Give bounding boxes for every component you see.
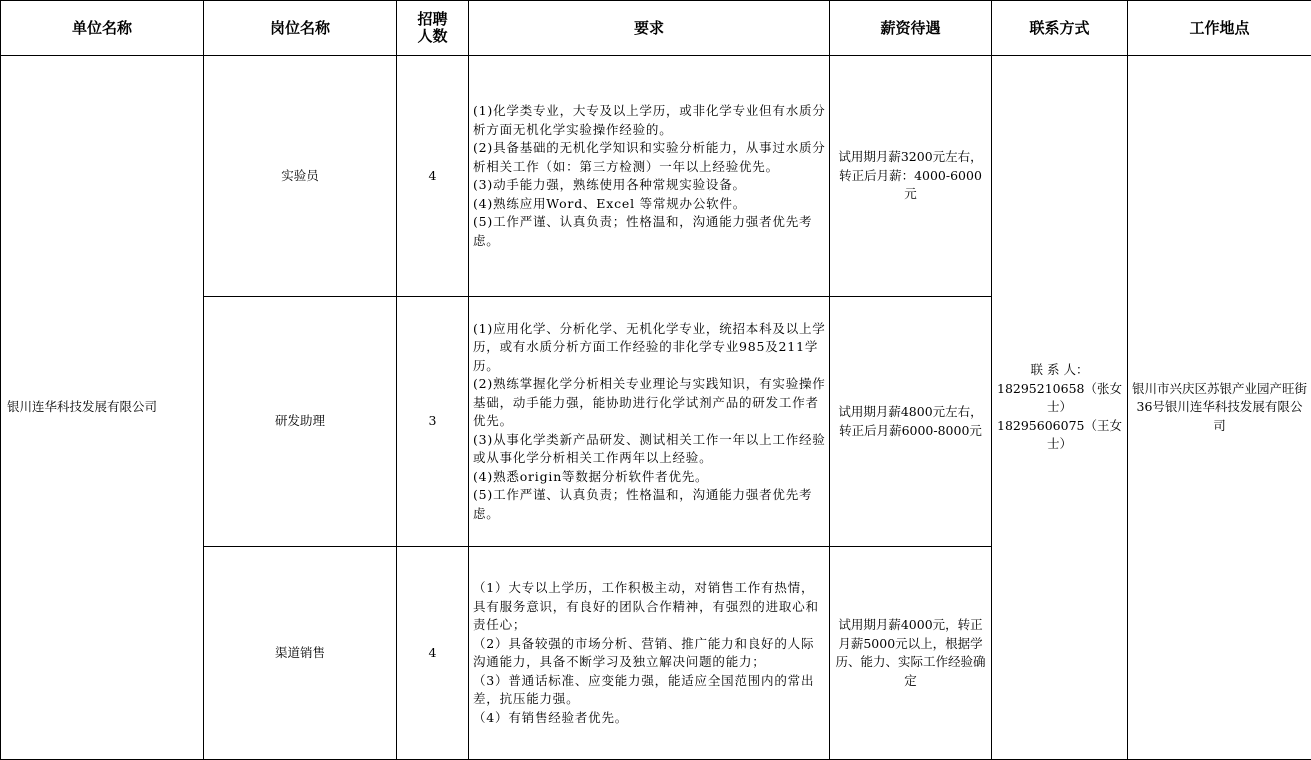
header-count-line1: 招聘	[417, 10, 448, 28]
hire-count: 3	[397, 297, 469, 547]
requirement-item: （1）大专以上学历，工作积极主动，对销售工作有热情，具有服务意识，有良好的团队合作精神，有强烈的进取心和责任心；	[473, 580, 819, 632]
header-row	[1, 1, 1311, 56]
position-name: 渠道销售	[204, 547, 397, 760]
requirement-item: (1)化学类专业，大专及以上学历，或非化学专业但有水质分析方面无机化学实验操作经验的。	[473, 103, 826, 137]
header-count-line2: 人数	[417, 27, 448, 45]
requirement-item: (3)从事化学类新产品研发、测试相关工作一年以上工作经验或从事化学分析相关工作两年以上经验。	[473, 431, 826, 466]
header-contact: 联系方式	[992, 1, 1128, 56]
position-name: 研发助理	[204, 297, 397, 547]
requirement-item: (2)熟练掌握化学分析相关专业理论与实践知识，有实验操作基础，动手能力强，能协助进行化学试剂产品的研发工作者优先。	[473, 376, 826, 429]
contact-phone-2: 18295606075（王女士）	[997, 417, 1122, 452]
position-name: 实验员	[204, 56, 397, 297]
requirement-item: (4)熟悉origin等数据分析软件者优先。	[473, 468, 709, 484]
contact-phone-1: 18295210658（张女士）	[997, 380, 1122, 415]
requirement-item: (4)熟练应用Word、Excel 等常规办公软件。	[473, 195, 747, 211]
header-requirements: 要求	[469, 1, 830, 56]
requirement-item: （2）具备较强的市场分析、营销、推广能力和良好的人际沟通能力，具备不断学习及独立解决问题的能力；	[473, 635, 815, 669]
salary-info: 试用期月薪3200元左右，转正后月薪：4000-6000元	[830, 56, 992, 297]
table-row	[1, 56, 1311, 297]
requirements-cell	[469, 297, 830, 547]
requirement-item: （3）普通话标准、应变能力强，能适应全国范围内的常出差，抗压能力强。	[473, 672, 815, 706]
header-position: 岗位名称	[204, 1, 397, 56]
requirement-item: （4）有销售经验者优先。	[473, 709, 629, 725]
requirement-item: (3)动手能力强，熟练使用各种常规实验设备。	[473, 177, 746, 192]
requirement-item: (2)具备基础的无机化学知识和实验分析能力，从事过水质分析相关工作（如：第三方检测）一年以上经验优先。	[473, 140, 826, 174]
requirement-item: (1)应用化学、分析化学、无机化学专业，统招本科及以上学历，或有水质分析方面工作经验的非化学专业985及211学历。	[473, 320, 826, 373]
salary-info: 试用期月薪4800元左右，转正后月薪6000-8000元	[830, 297, 992, 547]
company-name: 银川连华科技发展有限公司	[1, 56, 204, 760]
hire-count: 4	[397, 547, 469, 760]
contact-label: 联 系 人：	[1030, 362, 1089, 378]
header-count	[397, 1, 469, 56]
hire-count: 4	[397, 56, 469, 297]
requirements-cell	[469, 547, 830, 760]
salary-info: 试用期月薪4000元，转正月薪5000元以上，根据学历、能力、实际工作经验确定	[830, 547, 992, 760]
work-location: 银川市兴庆区苏银产业园产旺街36号银川连华科技发展有限公司	[1128, 56, 1311, 760]
header-location: 工作地点	[1128, 1, 1311, 56]
requirement-item: (5)工作严谨、认真负责；性格温和，沟通能力强者优先考虑。	[473, 214, 813, 248]
requirements-cell	[469, 56, 830, 297]
header-company: 单位名称	[1, 1, 204, 56]
header-salary: 薪资待遇	[830, 1, 992, 56]
contact-info	[992, 56, 1128, 760]
requirement-item: (5)工作严谨、认真负责；性格温和，沟通能力强者优先考虑。	[473, 487, 813, 521]
